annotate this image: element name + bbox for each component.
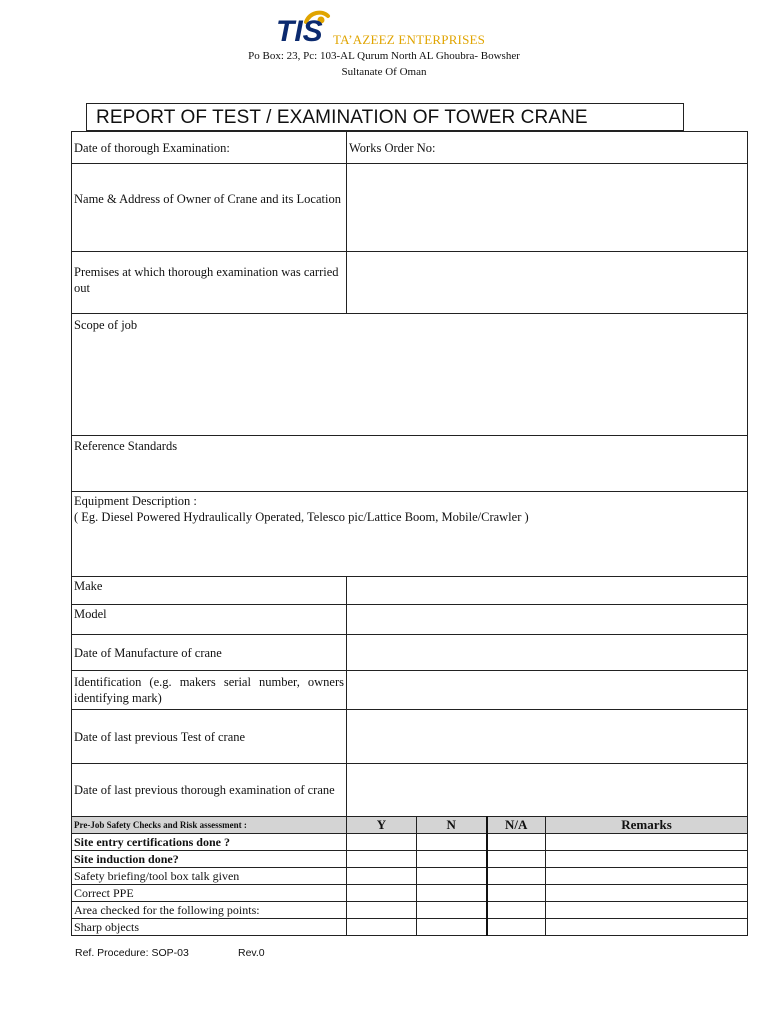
check-row xyxy=(72,834,748,851)
check-remarks-cell[interactable] xyxy=(546,834,748,851)
check-n-cell[interactable] xyxy=(417,834,487,851)
check-remarks-cell[interactable] xyxy=(546,902,748,919)
check-na-cell[interactable] xyxy=(487,851,546,868)
check-y-cell[interactable] xyxy=(347,885,417,902)
check-row xyxy=(72,868,748,885)
check-row xyxy=(72,851,748,868)
company-address: Po Box: 23, Pc: 103-AL Qurum North AL Ghoubra- Bowsher xyxy=(248,50,520,62)
safety-checks-table xyxy=(71,816,748,936)
examination-form xyxy=(71,131,748,817)
reference-standards-label: Reference Standards xyxy=(74,439,178,453)
check-na-cell[interactable] xyxy=(487,834,546,851)
company-logo xyxy=(276,8,338,44)
make-field[interactable] xyxy=(347,577,748,605)
reference-procedure: Ref. Procedure: SOP-03 xyxy=(75,947,189,959)
check-item-label: Correct PPE xyxy=(72,885,347,902)
check-n-cell[interactable] xyxy=(417,851,487,868)
checks-header-na: N/A xyxy=(487,817,546,834)
check-na-cell[interactable] xyxy=(487,919,546,936)
scope-of-job-label: Scope of job xyxy=(74,318,138,332)
premises-label: Premises at which thorough examination was carried out xyxy=(72,252,347,314)
check-row xyxy=(72,885,748,902)
last-test-field[interactable] xyxy=(347,710,748,764)
premises-field[interactable] xyxy=(347,252,748,314)
reference-standards-field[interactable] xyxy=(72,436,748,492)
equipment-description-example: ( Eg. Diesel Powered Hydraulically Operated, Telesco pic/Lattice Boom, Mobile/Crawler ) xyxy=(74,510,529,524)
works-order-field[interactable]: Works Order No: xyxy=(347,132,748,164)
model-field[interactable] xyxy=(347,605,748,635)
check-remarks-cell[interactable] xyxy=(546,868,748,885)
owner-name-address-label: Name & Address of Owner of Crane and its Location xyxy=(72,164,347,252)
check-n-cell[interactable] xyxy=(417,902,487,919)
check-y-cell[interactable] xyxy=(347,851,417,868)
check-item-label: Sharp objects xyxy=(72,919,347,936)
last-examination-label: Date of last previous thorough examination of crane xyxy=(72,764,347,817)
check-y-cell[interactable] xyxy=(347,902,417,919)
last-examination-field[interactable] xyxy=(347,764,748,817)
check-remarks-cell[interactable] xyxy=(546,851,748,868)
check-item-label: Safety briefing/tool box talk given xyxy=(72,868,347,885)
identification-field[interactable] xyxy=(347,671,748,710)
company-name: TA’AZEEZ ENTERPRISES xyxy=(333,32,486,47)
check-na-cell[interactable] xyxy=(487,885,546,902)
check-item-label: Site induction done? xyxy=(72,851,347,868)
check-item-label: Site entry certifications done ? xyxy=(72,834,347,851)
scope-of-job-field[interactable] xyxy=(72,314,748,436)
check-y-cell[interactable] xyxy=(347,834,417,851)
owner-name-address-field[interactable] xyxy=(347,164,748,252)
model-label: Model xyxy=(72,605,347,635)
check-na-cell[interactable] xyxy=(487,902,546,919)
company-country: Sultanate Of Oman xyxy=(341,66,427,78)
check-row xyxy=(72,902,748,919)
checks-header-remarks: Remarks xyxy=(546,817,748,834)
checks-header-item: Pre-Job Safety Checks and Risk assessment : xyxy=(72,817,347,834)
equipment-description-label: Equipment Description : xyxy=(74,494,197,508)
revision-number: Rev.0 xyxy=(238,947,265,959)
checks-header-n: N xyxy=(417,817,487,834)
check-item-label: Area checked for the following points: xyxy=(72,902,347,919)
check-n-cell[interactable] xyxy=(417,868,487,885)
checks-header-row xyxy=(72,817,748,834)
check-n-cell[interactable] xyxy=(417,885,487,902)
report-title: REPORT OF TEST / EXAMINATION OF TOWER CRANE xyxy=(96,107,588,128)
check-row xyxy=(72,919,748,936)
make-label: Make xyxy=(72,577,347,605)
check-remarks-cell[interactable] xyxy=(546,885,748,902)
check-remarks-cell[interactable] xyxy=(546,919,748,936)
check-y-cell[interactable] xyxy=(347,868,417,885)
check-na-cell[interactable] xyxy=(487,868,546,885)
date-of-manufacture-field[interactable] xyxy=(347,635,748,671)
logo-text: TIS xyxy=(276,15,323,44)
identification-label: Identification (e.g. makers serial number, owners identifying mark) xyxy=(72,671,347,710)
equipment-description-field[interactable] xyxy=(72,492,748,577)
check-y-cell[interactable] xyxy=(347,919,417,936)
date-of-examination-label: Date of thorough Examination: xyxy=(72,132,347,164)
date-of-manufacture-label: Date of Manufacture of crane xyxy=(72,635,347,671)
checks-header-y: Y xyxy=(347,817,417,834)
check-n-cell[interactable] xyxy=(417,919,487,936)
last-test-label: Date of last previous Test of crane xyxy=(72,710,347,764)
